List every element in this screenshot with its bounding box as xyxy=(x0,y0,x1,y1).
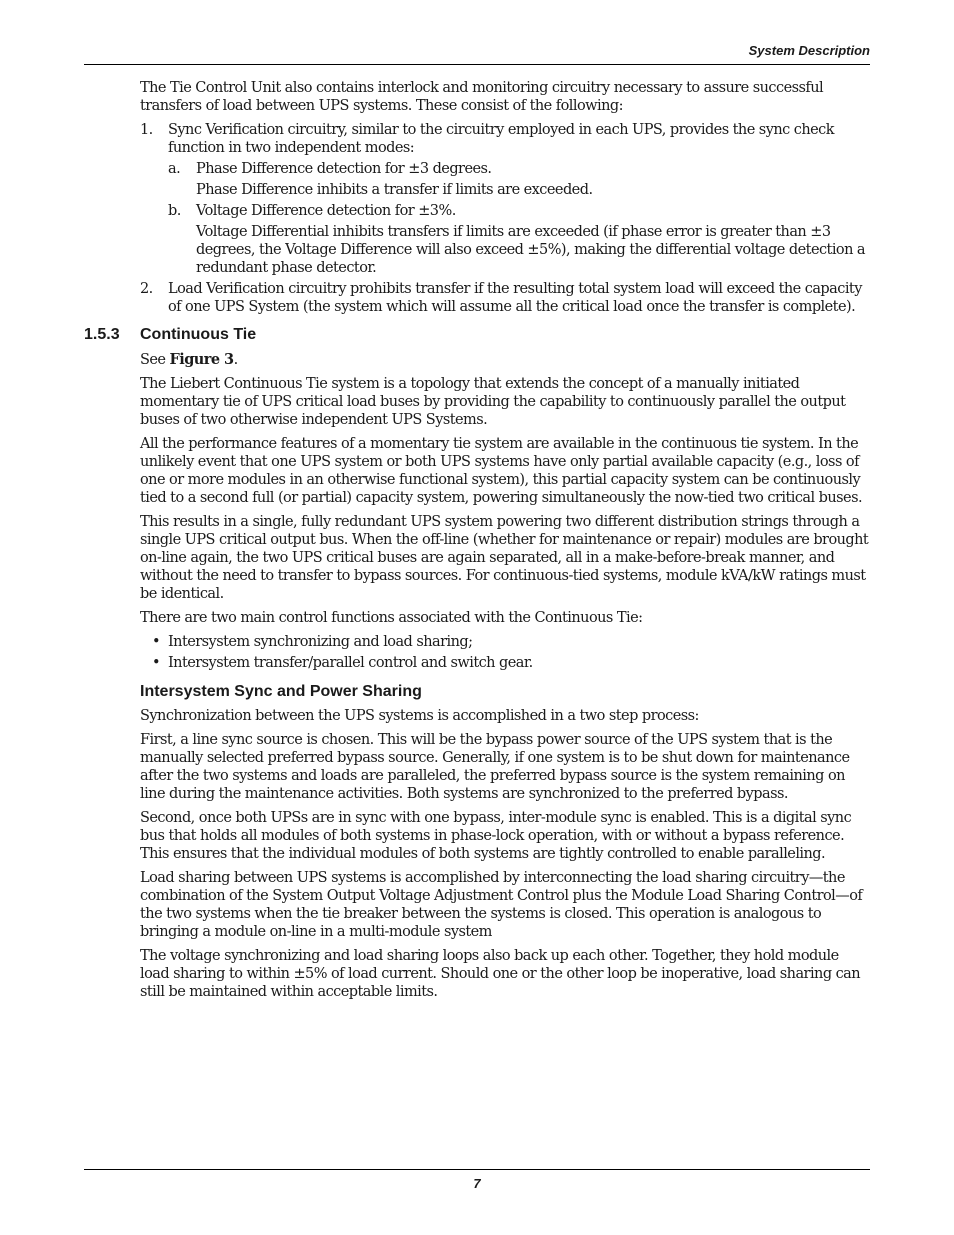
bullet-item xyxy=(140,633,870,651)
bullet-list xyxy=(140,633,870,672)
see-suffix: . xyxy=(233,352,238,368)
sub-item-text: Voltage Difference detection for ±3%. xyxy=(196,203,456,219)
subsection-paragraph: Second, once both UPSs are in sync with one bypass, inter-module sync is enabled. This is a digital sync bus that holds all modules of both systems in phase-lock operation, with or without a bypass reference. This ensures that the individual modules of both systems are tightly controlled to enable paralleling. xyxy=(140,810,852,862)
subsection-paragraph: The voltage synchronizing and load sharing loops also back up each other. Together, they hold module load sharing to within ±5% of load current. Should one or the other loop be inoperative, load sharing can still be maintained within acceptable limits. xyxy=(140,948,861,1000)
bullet-icon: • xyxy=(152,655,161,671)
section-heading xyxy=(84,325,870,345)
see-prefix: See xyxy=(140,352,170,368)
subsection-heading: Intersystem Sync and Power Sharing xyxy=(140,683,422,700)
page-number: 7 xyxy=(473,1176,481,1191)
sub-item-text: Phase Difference detection for ±3 degrees. xyxy=(196,161,492,177)
bullet-text: Intersystem synchronizing and load sharing; xyxy=(168,634,473,650)
intro-paragraph: The Tie Control Unit also contains interlock and monitoring circuitry necessary to assure successful transfers of load between UPS systems. These consist of the following: xyxy=(140,80,824,114)
subsection-paragraph: Load sharing between UPS systems is accomplished by interconnecting the load sharing circuitry—the combination of the System Output Voltage Adjustment Control plus the Module Load Sharing Control—of the two systems when the tie breaker between the systems is closed. This operation is analogous to bringing a module on-line in a multi-module system xyxy=(140,870,863,940)
list-item-1 xyxy=(140,121,870,277)
footer-rule xyxy=(84,1169,870,1170)
figure-reference: Figure 3 xyxy=(169,351,234,368)
running-header: System Description xyxy=(748,43,870,58)
see-figure-line xyxy=(140,351,870,369)
bullet-icon: • xyxy=(152,634,161,650)
list-number: 2. xyxy=(140,281,153,297)
bullet-text: Intersystem transfer/parallel control and switch gear. xyxy=(168,655,533,671)
list-number: 1. xyxy=(140,122,153,138)
page-body xyxy=(84,79,870,1007)
list-item-2 xyxy=(140,280,870,316)
list-item-text: Sync Verification circuitry, similar to the circuitry employed in each UPS, provides the sync check function in two independent modes: xyxy=(168,122,834,156)
section-paragraph: The Liebert Continuous Tie system is a topology that extends the concept of a manually initiated momentary tie of UPS critical load buses by providing the capability to continuously parallel the output buses of two otherwise independent UPS Systems. xyxy=(140,376,846,428)
section-paragraph: This results in a single, fully redundant UPS system powering two different distribution strings through a single UPS critical output bus. When the off-line (whether for maintenance or repair) modules are brought on-line again, the two UPS critical buses are again separated, all in a make-before-break manner, and without the need to transfer to bypass sources. For continuous-tied systems, module kVA/kW ratings must be identical. xyxy=(140,514,869,602)
sub-letter: a. xyxy=(168,161,181,177)
bullet-item xyxy=(140,654,870,672)
header-rule xyxy=(84,64,870,65)
sub-letter: b. xyxy=(168,203,181,219)
subsection-paragraph: First, a line sync source is chosen. This will be the bypass power source of the UPS system that is the manually selected preferred bypass source. Generally, if one system is to be shut down for maintenance after the two systems and loads are paralleled, the preferred bypass source is the system remaining on line during the maintenance activities. Both systems are synchronized to the preferred bypass. xyxy=(140,732,850,802)
section-title: Continuous Tie xyxy=(140,326,257,343)
section-paragraph: There are two main control functions associated with the Continuous Tie: xyxy=(140,610,643,626)
section-paragraph: All the performance features of a momentary tie system are available in the continuous tie system. In the unlikely event that one UPS system or both UPS systems have only partial available capacity (e.g., loss of one or more modules in an otherwise functional system), this partial capacity system can be continuously tied to a second full (or partial) capacity system, powering simultaneously the now-tied two critical buses. xyxy=(140,436,863,506)
sub-item-note: Voltage Differential inhibits transfers if limits are exceeded (if phase error is greater than ±3 degrees, the Voltage Difference will also exceed ±5%), making the differential voltage detection a redundant phase detector. xyxy=(196,224,866,276)
list-item-text: Load Verification circuitry prohibits transfer if the resulting total system load will exceed the capacity of one UPS System (the system which will assume all the critical load once the transfer is complete). xyxy=(168,281,862,315)
sub-item-a xyxy=(168,160,870,199)
sub-item-note: Phase Difference inhibits a transfer if limits are exceeded. xyxy=(196,182,593,198)
sub-item-b xyxy=(168,202,870,277)
section-number: 1.5.3 xyxy=(84,326,120,343)
subsection-paragraph: Synchronization between the UPS systems is accomplished in a two step process: xyxy=(140,708,699,724)
